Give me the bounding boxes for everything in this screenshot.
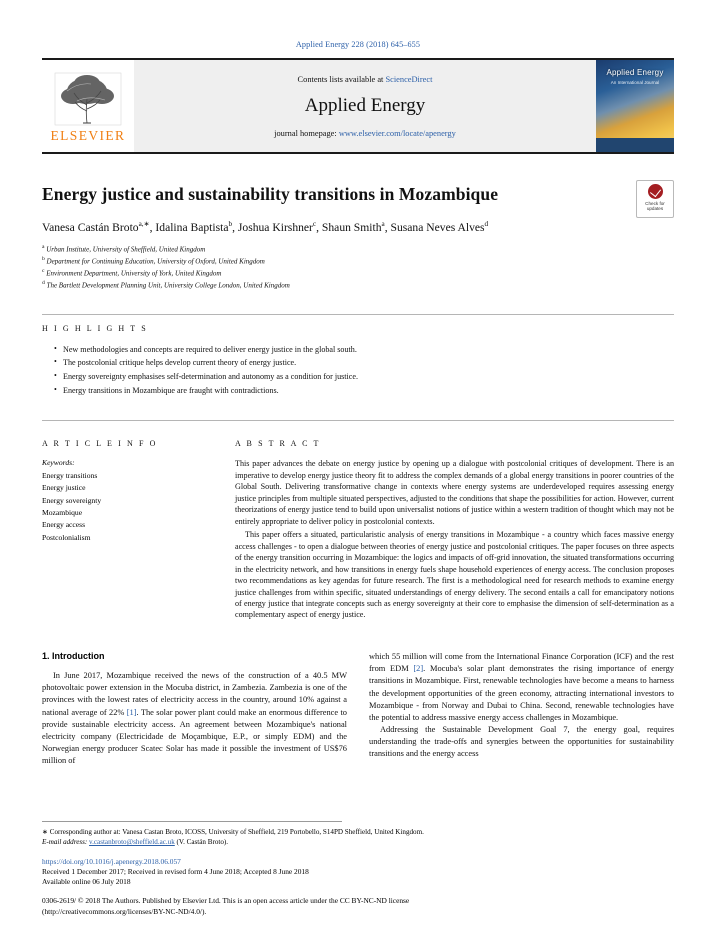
journal-cover-image: [596, 60, 674, 152]
email-note: [42, 837, 674, 848]
sciencedirect-link[interactable]: ScienceDirect: [385, 74, 433, 84]
masthead-center: [134, 60, 596, 152]
keyword: Energy transitions: [42, 471, 98, 481]
elsevier-tree-icon: [53, 71, 123, 127]
doi-link[interactable]: https://doi.org/10.1016/j.apenergy.2018.06.057: [42, 856, 181, 866]
abstract-column: [235, 430, 674, 621]
keywords-list: [42, 470, 217, 544]
author[interactable]: Shaun Smith$^a$: [321, 220, 385, 234]
crossmark-line2: updates: [646, 206, 664, 212]
abstract-label: A B S T R A C T: [235, 439, 321, 449]
crossmark-icon: [648, 184, 663, 199]
email-suffix: (V. Castán Broto).: [176, 838, 229, 847]
crossmark-line1: Check for: [645, 201, 665, 206]
highlights-list: [42, 343, 674, 399]
info-abstract-row: [42, 430, 674, 621]
body-paragraph: Addressing the Sustainable Development Goal 7, the energy goal, requires understanding the trade-offs and synergies between the opportunities for sustainability transitions and the energy access: [369, 725, 674, 759]
footer-rule: [42, 821, 342, 822]
contents-prefix: Contents lists available at: [297, 74, 384, 84]
keyword: Mozambique: [42, 508, 83, 518]
journal-title: Applied Energy: [304, 94, 426, 116]
highlights-top-rule: [42, 314, 674, 315]
title-block: [42, 184, 674, 292]
copyright-line-2: (http://creativecommons.org/licenses/BY-NC-ND/4.0/).: [42, 906, 207, 916]
page-title: Energy justice and sustainability transitions in Mozambique: [42, 184, 499, 204]
affiliation: $^d$ The Bartlett Development Planning Unit, University College London, United Kingdom: [42, 280, 290, 290]
article-history: Received 1 December 2017; Received in revised form 4 June 2018; Accepted 8 June 2018: [42, 866, 309, 876]
section-heading-introduction: 1. Introduction: [42, 650, 105, 661]
running-head: Applied Energy 228 (2018) 645–655: [295, 40, 421, 49]
cover-bottom-strip: [596, 138, 674, 152]
author[interactable]: Vanesa Castán Broto$^{a,∗}$: [42, 220, 150, 234]
reference-link-2[interactable]: [2]: [413, 664, 424, 674]
affiliation: $^a$ Urban Institute, University of Sheffield, United Kingdom: [42, 243, 206, 254]
list-item: • Energy sovereignty emphasises self-determination and autonomy as a condition for justice.: [54, 370, 674, 384]
keyword: Energy access: [42, 520, 86, 530]
journal-homepage-line: [274, 129, 456, 138]
body-columns: [42, 651, 674, 768]
article-info-label: A R T I C L E I N F O: [42, 439, 158, 449]
journal-masthead: [42, 58, 674, 154]
email-label: E-mail address:: [42, 838, 88, 847]
list-item: • Energy transitions in Mozambique are fraught with contradictions.: [54, 384, 674, 398]
author[interactable]: Joshua Kirshner$^c$: [237, 220, 317, 234]
body-left-column: [42, 651, 347, 768]
body-right-column: [369, 651, 674, 768]
elsevier-wordmark: ELSEVIER: [50, 127, 126, 143]
highlights-label: H I G H L I G H T S: [42, 323, 148, 333]
keyword: Energy sovereignty: [42, 495, 102, 505]
homepage-prefix: journal homepage:: [274, 128, 337, 138]
body-paragraph: In June 2017, Mozambique received the news of the construction of a 40.5 MW photovoltaic power extension in the Mocuba district, in Zambezia. Zambezia is one of the provinces with the lowest rates of electricity access in the country, around 10% against a national average of 22% [1]. The solar power plant could make an enormous difference to provide sustainable electricity access. An agreement between Mozambique's national electricity company (Electricidade de Moçambique, E.P., or simply EDM) and the Norwegian energy producer Scatec Solar has made it possible the investment of US$76 million of: [42, 670, 347, 766]
abstract-paragraph: This paper offers a situated, particularistic analysis of energy transitions in Mozambique - a country which faces massive energy access challenges - to open a dialogue between theories of energy justice and postcolonial critiques. The paper focuses on three aspects of the energy transition occurring in Mozambique: the logics and impacts of off-grid innovation, the situated transformations occurring in the electricity network, and how transitions in energy fuels shape household experiences of energy access. The conclusion proposes two recommendations as key agendas for future research. The first is a methodological need for research methods to examine energy justice challenges from within specific, situated understandings of energy delivery. The second entails a call for emancipatory notions of energy justice that integrate concepts such as energy sovereignty at their core to emphasise the dimension of self-determination as a complementary aspect of energy justice.: [235, 530, 674, 620]
keywords-heading: Keywords:: [42, 458, 75, 468]
author-list: Vanesa Castán Broto$^{a,∗}$, Idalina Baptista$^b$, Joshua Kirshner$^c$, Shaun Smith$^a$, Susana Neves Alves$^d$: [42, 220, 489, 234]
affiliation: $^c$ Environment Department, University of York, United Kingdom: [42, 268, 222, 278]
affiliation-list: [42, 243, 674, 292]
list-item: • The postcolonial critique helps develop current theory of energy justice.: [54, 356, 674, 370]
elsevier-logo: [42, 60, 134, 152]
author[interactable]: Idalina Baptista$^b$: [155, 220, 233, 234]
keyword: Energy justice: [42, 483, 86, 493]
cover-subtitle: An International Journal: [610, 80, 660, 85]
list-item: • New methodologies and concepts are required to deliver energy justice in the global south.: [54, 343, 674, 357]
cover-title: Applied Energy: [606, 68, 664, 77]
article-info-column: [42, 430, 217, 621]
available-online: Available online 06 July 2018: [42, 876, 131, 886]
author[interactable]: Susana Neves Alves$^d$: [390, 220, 489, 234]
abstract-paragraph: This paper advances the debate on energy justice by opening up a dialogue with postcolonial critiques of development. There is an imperative to develop energy justice theory fit to address the complex demands of a global energy transitions in poorer countries of the Global South. Delivering transformative change in contexts where energy systems are underdeveloped requires assessing energy justice principles from multiple situated perspectives, adjusted to the conditions that shape the possibilities for action. However, current theorizations of energy justice tend to build upon universalist notions of justice within a western tradition of thought which may not be entirely appropriate to deliver policy in postcolonial contexts.: [235, 459, 674, 526]
reference-link-1[interactable]: [1]: [126, 707, 137, 717]
crossmark-badge[interactable]: [636, 180, 674, 218]
page-footer: [42, 821, 674, 918]
affiliation: $^b$ Department for Continuing Education, University of Oxford, United Kingdom: [42, 256, 265, 266]
journal-homepage-link[interactable]: www.elsevier.com/locate/apenergy: [338, 128, 456, 138]
keyword: Postcolonialism: [42, 532, 91, 542]
corresponding-author-note: ∗ Corresponding author at: Vanesa Castan Broto, ICOSS, University of Sheffield, 219 Portobello, S14PD Sheffield, United Kingdom.: [42, 827, 424, 836]
body-paragraph: which 55 million will come from the International Finance Corporation (ICF) and the rest from EDM [2]. Mocuba's solar plant demonstrates the rising importance of energy transitions in Mozambique. First, renewable technologies have become a means to harness the development opportunities of the green economy, attracting international investors to Mozambique - from Norway and Dubai to China. Second, renewable technologies have the potential to address massive energy access challenges in Mozambique.: [369, 651, 674, 722]
contents-available-line: [298, 75, 433, 84]
abstract-top-rule: [42, 420, 674, 421]
email-link[interactable]: v.castanbroto@sheffield.ac.uk: [89, 838, 175, 847]
copyright-line-1: 0306-2619/ © 2018 The Authors. Published by Elsevier Ltd. This is an open access article under the CC BY-NC-ND license: [42, 895, 410, 905]
